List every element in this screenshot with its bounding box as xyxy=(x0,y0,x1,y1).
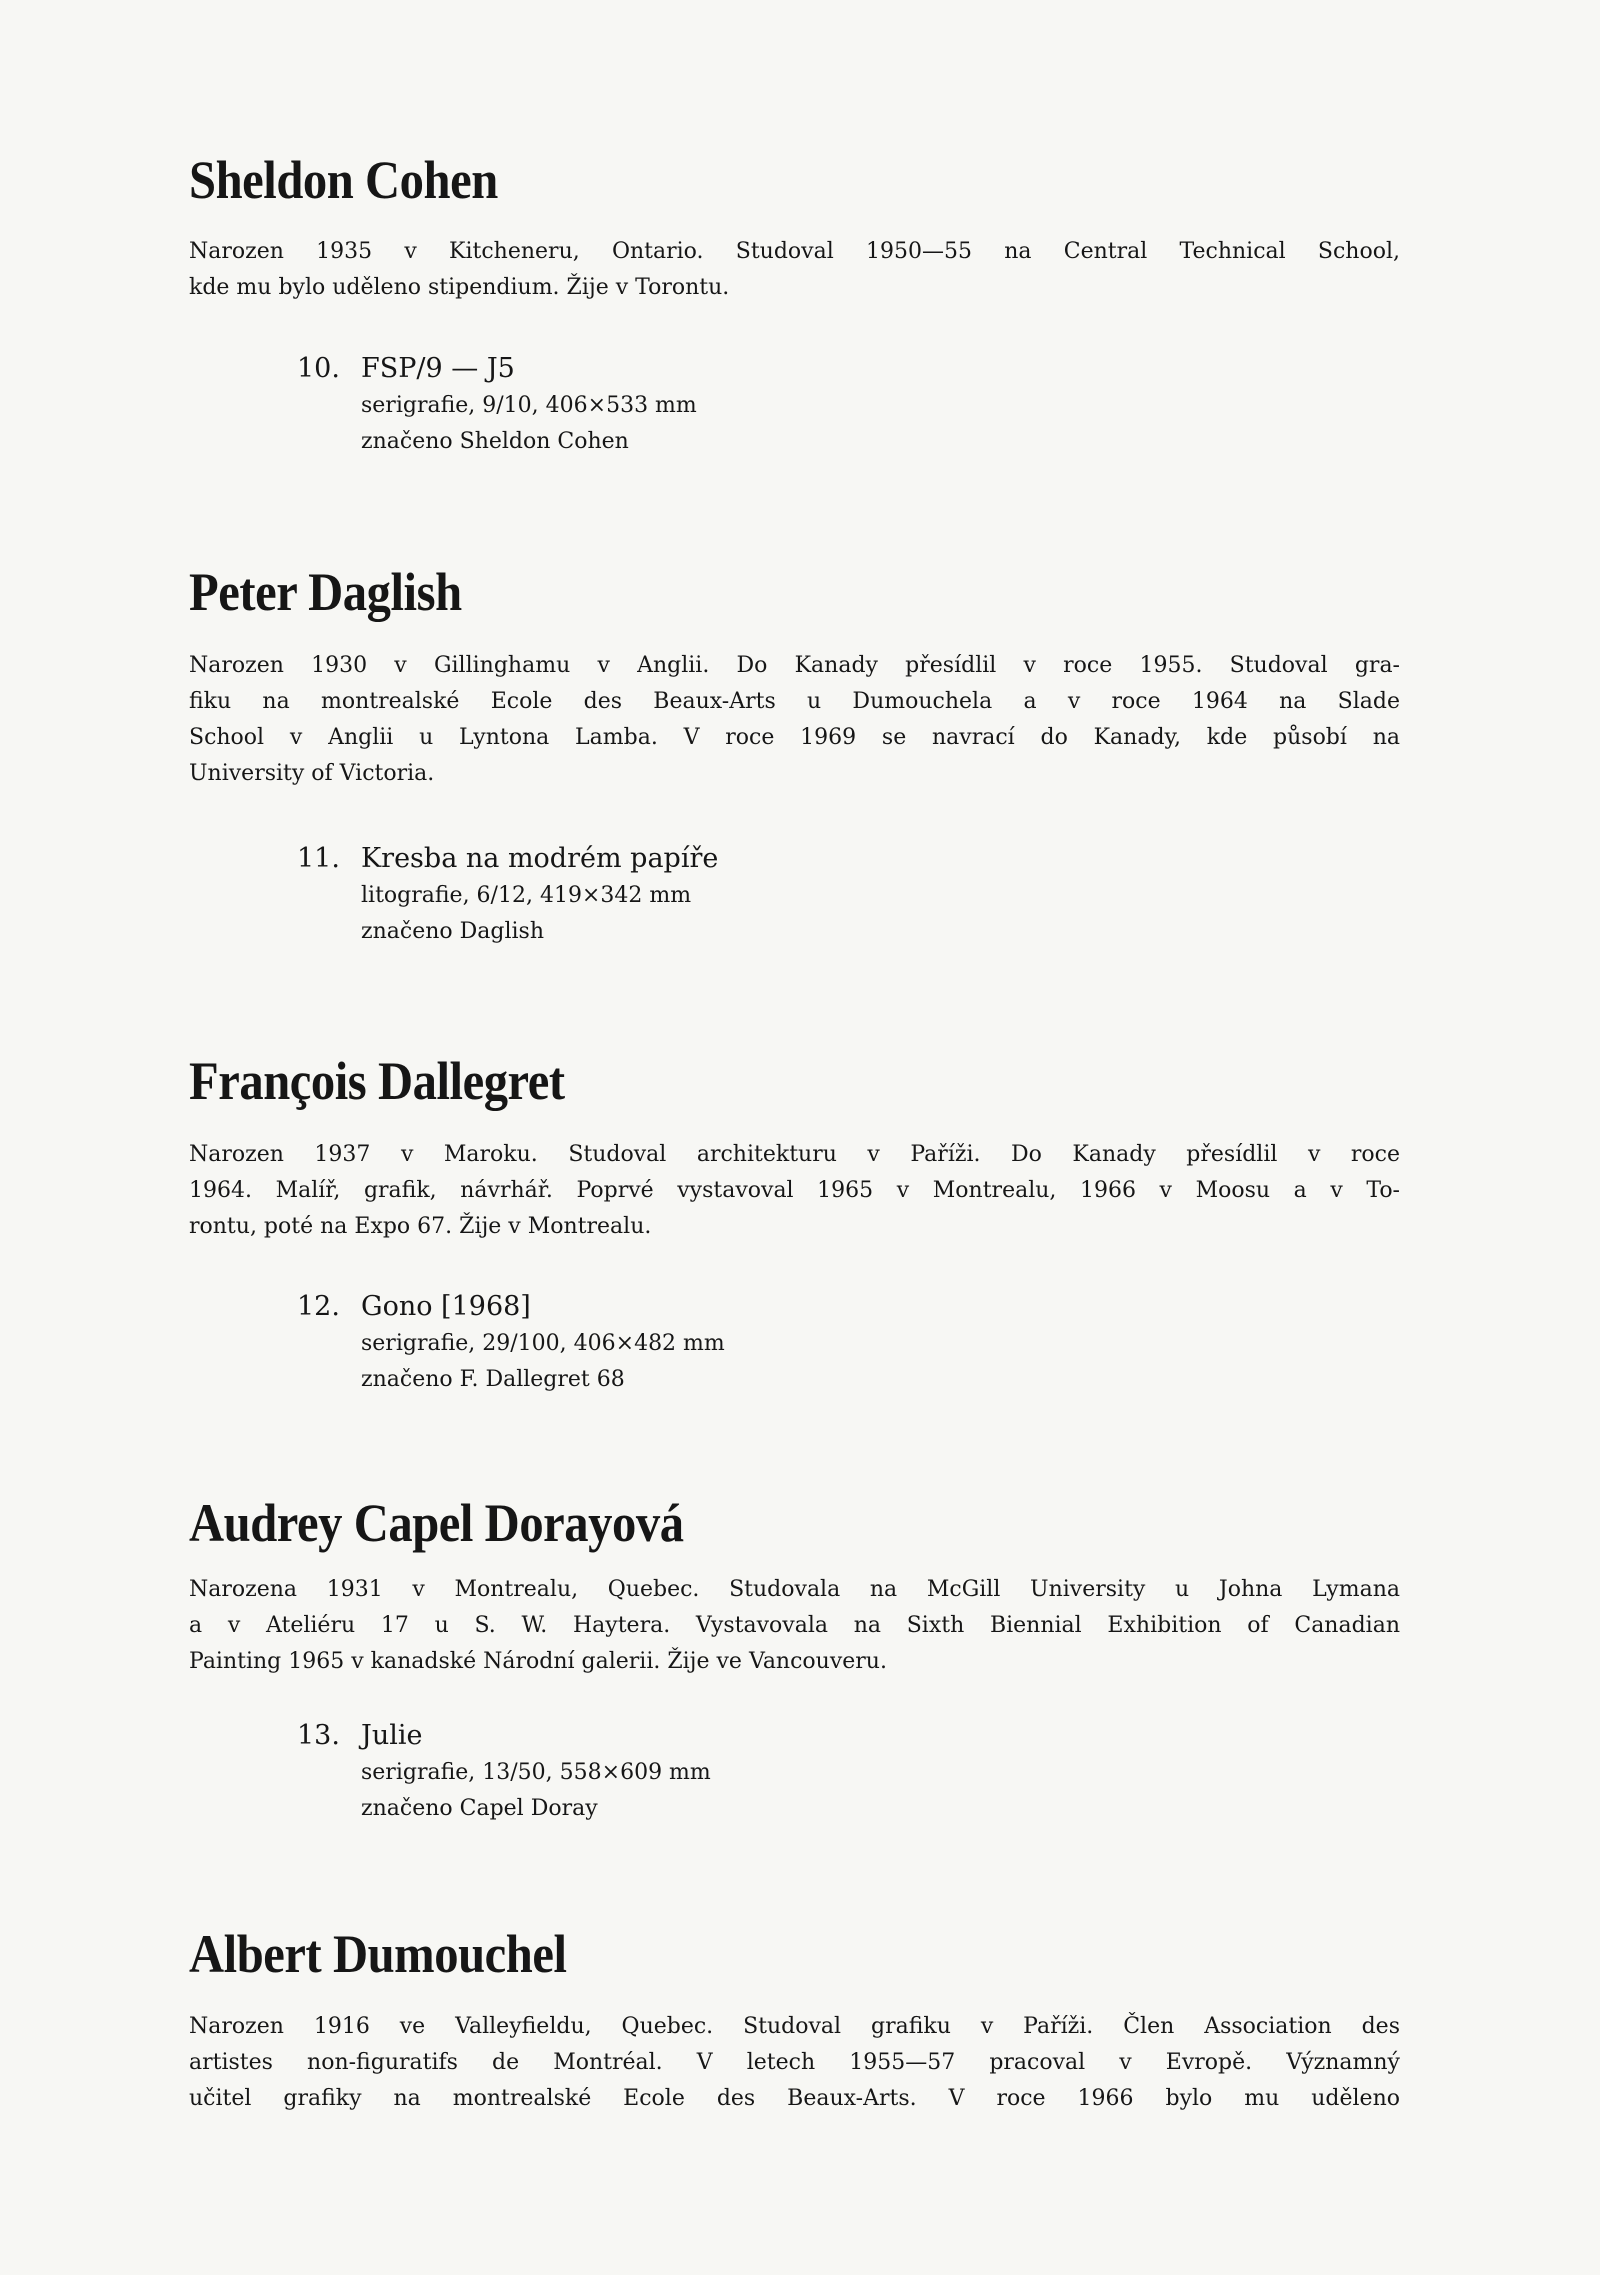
bio-line: Narozena 1931 v Montrealu, Quebec. Studovala na McGill University u Johna Lymana xyxy=(189,1577,1400,1602)
bio-line: Narozen 1935 v Kitcheneru, Ontario. Studoval 1950—55 na Central Technical School, xyxy=(189,239,1400,264)
artist-name: Audrey Capel Dorayová xyxy=(189,1493,684,1553)
bio-line: fiku na montrealské Ecole des Beaux-Arts u Dumouchela a v roce 1964 na Slade xyxy=(189,689,1400,714)
bio-line: artistes non-figuratifs de Montréal. V letech 1955—57 pracoval v Evropě. Významný xyxy=(189,2050,1400,2075)
artist-bio xyxy=(189,648,1400,792)
bio-line: University of Victoria. xyxy=(189,761,435,786)
artist-name: Albert Dumouchel xyxy=(189,1924,567,1984)
artist-name: Sheldon Cohen xyxy=(189,150,498,210)
catalog-item xyxy=(297,840,718,950)
artist-section-dallegret xyxy=(189,1051,1400,1392)
artist-section-dumouchel xyxy=(189,1924,1400,2117)
artist-bio xyxy=(189,1572,1400,1680)
bio-line: kde mu bylo uděleno stipendium. Žije v Torontu. xyxy=(189,275,730,300)
bio-line: School v Anglii u Lyntona Lamba. V roce 1969 se navrací do Kanady, kde působí na xyxy=(189,725,1400,750)
artist-name: François Dallegret xyxy=(189,1051,565,1111)
artist-bio xyxy=(189,234,1400,306)
bio-line: učitel grafiky na montrealské Ecole des Beaux-Arts. V roce 1966 bylo mu uděleno xyxy=(189,2086,1400,2111)
item-number: 13. xyxy=(297,1720,340,1751)
item-signed: značeno Daglish xyxy=(361,919,544,944)
artist-name: Peter Daglish xyxy=(189,562,462,622)
item-number: 11. xyxy=(297,843,340,874)
item-number: 12. xyxy=(297,1291,340,1322)
artist-section-daglish xyxy=(189,562,1400,944)
item-details: litografie, 6/12, 419×342 mm xyxy=(361,883,692,908)
catalog-item xyxy=(297,1288,725,1398)
item-details: serigrafie, 9/10, 406×533 mm xyxy=(361,393,697,418)
item-title: Kresba na modrém papíře xyxy=(361,843,719,874)
bio-line: rontu, poté na Expo 67. Žije v Montrealu. xyxy=(189,1214,652,1239)
artist-bio xyxy=(189,1137,1400,1245)
item-signed: značeno Sheldon Cohen xyxy=(361,429,629,454)
catalog-item xyxy=(297,350,697,460)
item-details: serigrafie, 29/100, 406×482 mm xyxy=(361,1331,725,1356)
artist-section-doray xyxy=(189,1493,1400,1821)
item-title: Julie xyxy=(361,1720,423,1751)
artist-section-cohen xyxy=(189,150,1400,454)
bio-line: a v Ateliéru 17 u S. W. Haytera. Vystavovala na Sixth Biennial Exhibition of Canadian xyxy=(189,1613,1400,1638)
item-title: FSP/9 — J5 xyxy=(361,353,515,384)
bio-line: Narozen 1930 v Gillinghamu v Anglii. Do Kanady přesídlil v roce 1955. Studoval gra- xyxy=(189,653,1400,678)
bio-line: Narozen 1916 ve Valleyfieldu, Quebec. Studoval grafiku v Paříži. Člen Association des xyxy=(189,2014,1400,2039)
item-signed: značeno F. Dallegret 68 xyxy=(361,1367,625,1392)
item-details: serigrafie, 13/50, 558×609 mm xyxy=(361,1760,711,1785)
artist-bio xyxy=(189,2009,1400,2117)
bio-line: Painting 1965 v kanadské Národní galerii. Žije ve Vancouveru. xyxy=(189,1649,887,1674)
item-title: Gono [1968] xyxy=(361,1291,531,1322)
item-number: 10. xyxy=(297,353,340,384)
bio-line: 1964. Malíř, grafik, návrhář. Poprvé vystavoval 1965 v Montrealu, 1966 v Moosu a v To- xyxy=(189,1178,1400,1203)
catalog-item xyxy=(297,1717,711,1827)
item-signed: značeno Capel Doray xyxy=(361,1796,598,1821)
bio-line: Narozen 1937 v Maroku. Studoval architekturu v Paříži. Do Kanady přesídlil v roce xyxy=(189,1142,1400,1167)
